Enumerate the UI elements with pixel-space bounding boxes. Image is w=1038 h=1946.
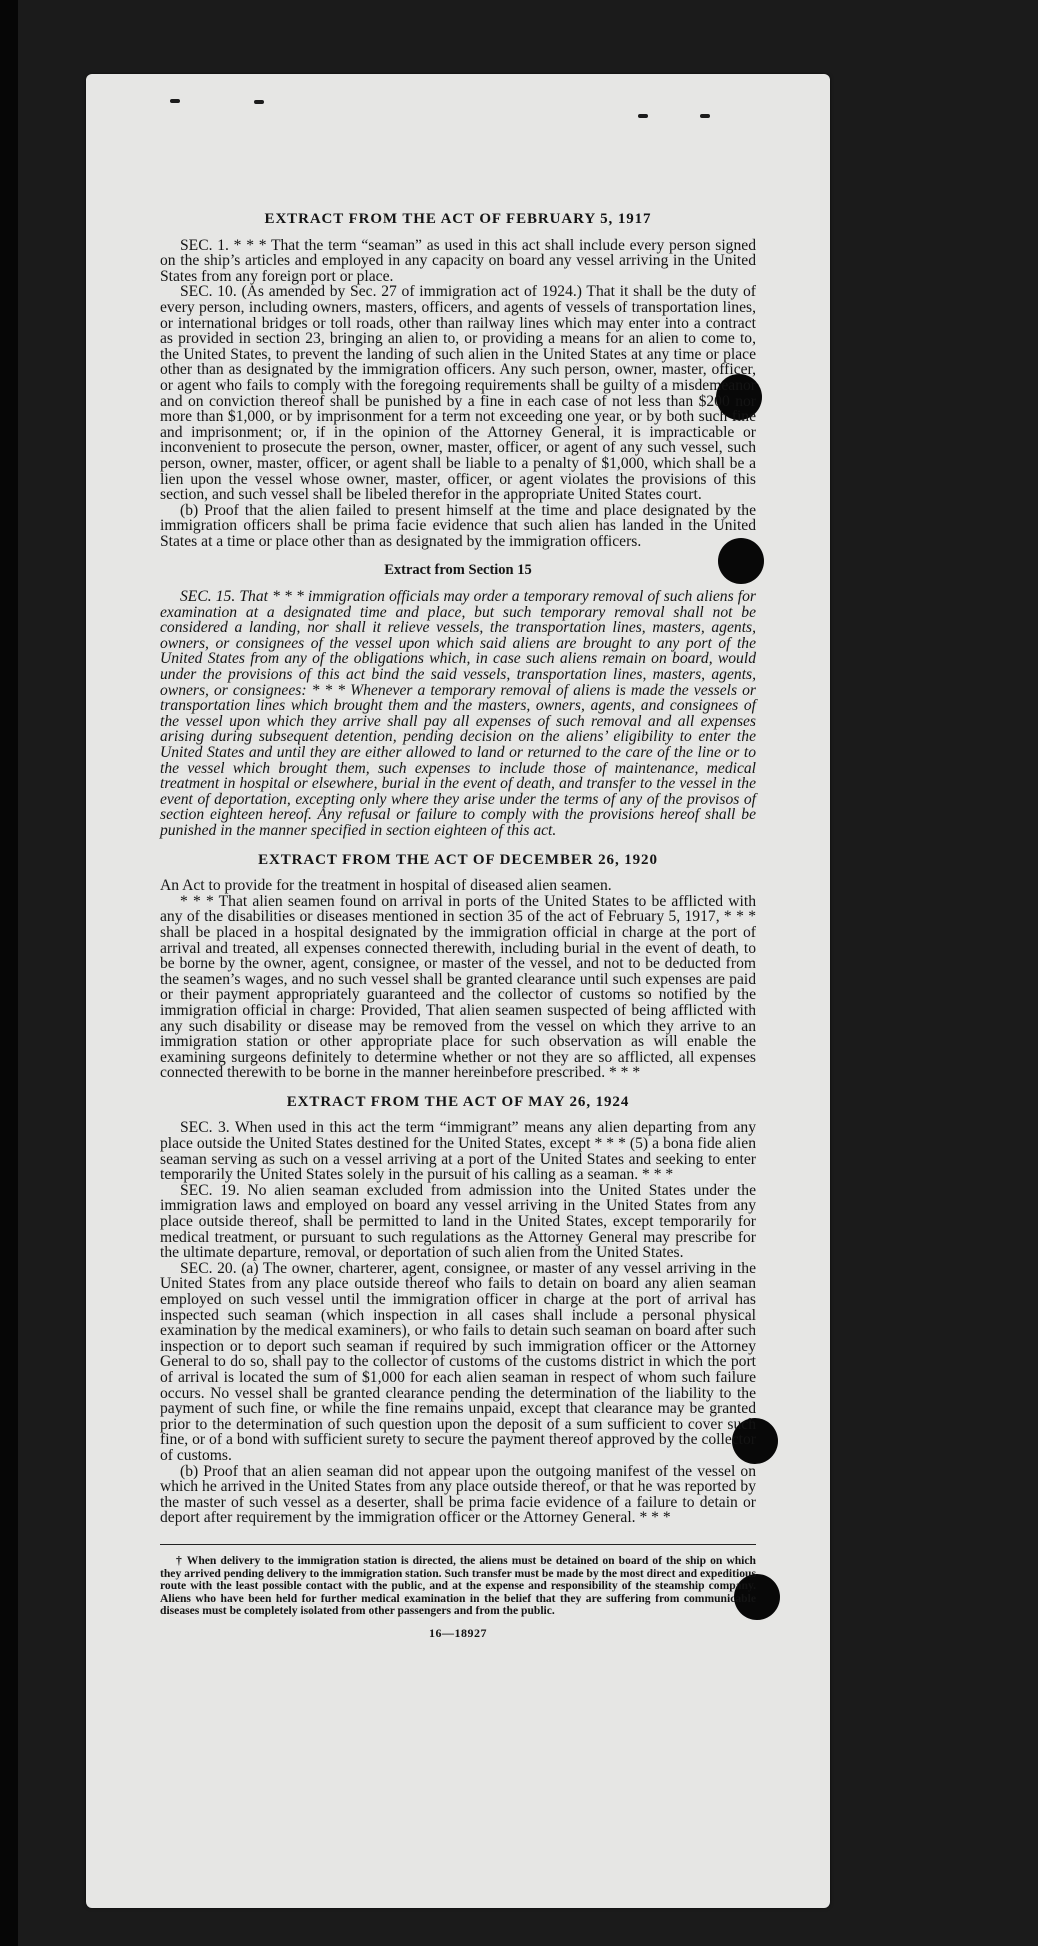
footnote: [160, 1555, 756, 1618]
section-act-1920: [160, 853, 756, 1081]
top-mark: [638, 114, 648, 118]
section-heading: Extract from Section 15: [384, 562, 532, 579]
paragraph: * * * That alien seamen found on arrival in ports of the United States to be afflicted with any of the disabilities or diseases mentioned in section 35 of the act of February 5, 1917, * * * shall be placed in a hospital designated by the immigration official in charge at the port of arrival and treated, all expenses connected therewith, including burial in the event of death, to be borne by the owner, agent, consignee, or master of the vessel, and not to be deducted from the seamen’s wages, and no such vessel shall be granted clearance until such expenses are paid or their payment appropriately guaranteed and the collector of customs so notified by the immigration official in charge: Provided, That alien seamen suspected of being afflicted with any such disability or disease may be removed from the vessel on which they arrive to an immigration station or other appropriate place for such observation as will enable the examining surgeons definitely to determine whether or not they are so afflicted, all expenses connected therewith to be borne in the manner hereinbefore prescribed. * * *: [160, 892, 756, 1082]
paragraph: SEC. 15. That * * * immigration officials may order a temporary removal of such aliens for examination at a designated time and place, but such temporary removal shall not be considered a landing, nor shall it relieve vessels, the transportation lines, masters, agents, owners, or consignees of the vessel upon which said aliens are brought to any port of the United States from any of the obligations which, in case such aliens remain on board, would under the provisions of this act bind the said vessels, transportation lines, masters, agents, owners, or consignees: * * * Whenever a temporary removal of aliens is made the vessels or transportation lines which brought them and the masters, owners, agents, and consignees of the vessel upon which they arrive shall pay all expenses of such removal and all expenses arising during subsequent detention, pending decision on the aliens’ eligibility to enter the United States and until they are either allowed to land or returned to the care of the line or to the vessel which brought them, such expenses to include those of maintenance, medical treatment in hospital or elsewhere, burial in the event of death, and transfer to the vessel in the event of deportation, excepting only where they arise under the terms of any of the provisos of section eighteen hereof. Any refusal or failure to comply with the provisions hereof shall be punished in the manner specified in section eighteen of this act.: [160, 588, 756, 839]
paragraph: (b) Proof that an alien seaman did not appear upon the outgoing manifest of the vessel on which he arrived in the United States from any place outside thereof, or that he was reported by the master of such vessel as a deserter, shall be prima facie evidence of a failure to detain or deport after requirement by the immigration officer or the Attorney General. * * *: [160, 1462, 756, 1527]
paragraph: SEC. 19. No alien seaman excluded from admission into the United States under the immigration laws and employed on board any vessel arriving in the United States from any place outside thereof, shall be permitted to land in the United States, except temporarily for medical treatment, or pursuant to such regulations as the Attorney General may prescribe for the ultimate departure, removal, or deportation of such alien from the United States.: [160, 1181, 756, 1262]
form-number: 16—18927: [429, 1625, 487, 1640]
document-body: [160, 212, 756, 1641]
section-heading: EXTRACT FROM THE ACT OF DECEMBER 26, 1920: [258, 851, 658, 868]
paragraph: SEC. 10. (As amended by Sec. 27 of immigration act of 1924.) That it shall be the duty of every person, including owners, masters, officers, and agents of vessels of transportation lines, or international bridges or toll roads, other than railway lines which may enter into a contract as provided in section 23, bringing an alien to, or providing a means for an alien to come to, the United States, to prevent the landing of such alien in the United States at any time or place other than as designated by the immigration officers. Any such person, owner, master, officer, or agent who fails to comply with the foregoing requirements shall be guilty of a misdemeanor and on conviction thereof shall be punished by a fine in each case of not less than $200 nor more than $1,000, or by imprisonment for a term not exceeding one year, or by both such fine and imprisonment; or, if in the opinion of the Attorney General, it is impracticable or inconvenient to prosecute the person, owner, master, officer, or agent of any such vessel, such person, owner, master, officer, or agent shall be liable to a penalty of $1,000, which shall be a lien upon the vessel whose owner, master, officer, or agent violates the provisions of this section, and such vessel shall be libeled therefor in the appropriate United States court.: [160, 283, 756, 504]
section-heading: EXTRACT FROM THE ACT OF MAY 26, 1924: [286, 1093, 630, 1110]
top-mark: [170, 99, 180, 103]
paragraph: (b) Proof that the alien failed to present himself at the time and place designated by the immigration officers shall be prima facie evidence that such alien has landed in the United States at a time or place other than as designated by the immigration officers.: [160, 501, 756, 550]
paragraph: SEC. 1. * * * That the term “seaman” as used in this act shall include every person signed on the ship’s articles and employed in any capacity on board any vessel arriving in the United States from any foreign port or place.: [160, 236, 756, 285]
section-act-1924: [160, 1095, 756, 1526]
footnote-divider: [160, 1544, 756, 1545]
section-15-extract: [160, 563, 756, 838]
scan-border: [0, 0, 18, 1946]
top-mark: [254, 100, 264, 104]
paragraph: SEC. 20. (a) The owner, charterer, agent, consignee, or master of any vessel arriving in the United States from any place outside thereof who fails to detain on board any alien seaman employed on such vessel until the immigration officer in charge at the port of arrival has inspected such seaman (which inspection in all cases shall include a personal physical examination by the medical examiners), or who fails to detain such seaman on board after such inspection or to deport such seaman if required by such immigration officer or the Attorney General to do so, shall pay to the collector of customs of the customs district in which the port of arrival is located the sum of $1,000 for each alien seaman in respect of whom such failure occurs. No vessel shall be granted clearance pending the determination of the liability to the payment of such fine, or while the fine remains unpaid, except that clearance may be granted prior to the determination of such question upon the deposit of a sum sufficient to cover such fine, or of a bond with sufficient surety to secure the payment thereof approved by the collector of customs.: [160, 1259, 756, 1464]
paragraph: An Act to provide for the treatment in hospital of diseased alien seamen.: [160, 877, 612, 895]
top-mark: [700, 114, 710, 118]
paragraph: SEC. 3. When used in this act the term “immigrant” means any alien departing from any place outside the United States destined for the United States, except * * * (5) a bona fide alien seaman serving as such on a vessel arriving at a port of the United States and seeking to enter temporarily the United States solely in the pursuit of his calling as a seaman. * * *: [160, 1119, 756, 1184]
footnote-text: † When delivery to the immigration station is directed, the aliens must be detained on board of the ship on which they arrived pending delivery to the immigration station. Such transfer must be made by the most direct and expeditious route with the least possible contact with the public, and at the expense and responsibility of the steamship company. Aliens who have been held for further medical examination in the belief that they are suffering from communicable diseases must be completely isolated from other passengers and from the public.: [160, 1553, 756, 1618]
document-page: [86, 74, 830, 1908]
section-act-1917: [160, 212, 756, 549]
section-heading: EXTRACT FROM THE ACT OF FEBRUARY 5, 1917: [264, 211, 652, 227]
